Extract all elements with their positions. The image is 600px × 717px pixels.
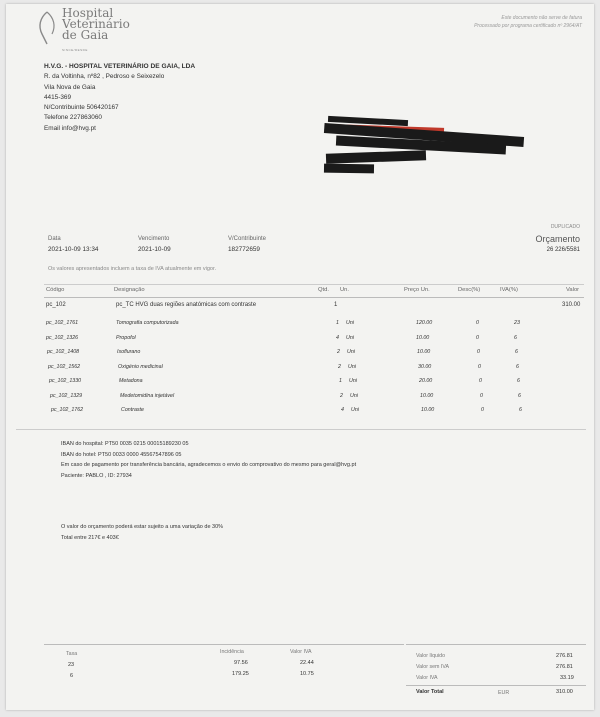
- redacted-client-block: [316, 108, 546, 180]
- total-label: Valor Total: [416, 689, 444, 695]
- cell-designacao: Oxigénio medicinal: [118, 363, 163, 370]
- certification-note: [382, 14, 582, 30]
- cell-desc: 0: [478, 363, 481, 370]
- redaction-bar: [324, 164, 374, 174]
- net-value: 276.81: [556, 653, 573, 659]
- date-value: 2021-10-09 13:34: [48, 246, 99, 253]
- table-row: [46, 364, 576, 376]
- logo-subtitle: SINCE/DESDE: [62, 48, 88, 52]
- total-range: Total entre 217€ e 403€: [61, 534, 119, 541]
- cell-un: Uni: [348, 363, 356, 370]
- cell-codigo: pc_102_1762: [51, 407, 84, 413]
- cell-preco: 10.00: [420, 392, 434, 399]
- document-title: Orçamento: [535, 234, 580, 244]
- cell-qtd: 1: [336, 320, 339, 326]
- col-un: Un.: [340, 287, 350, 293]
- company-city: Vila Nova de Gaia: [44, 83, 96, 91]
- cell-designacao: Metadona: [119, 378, 143, 384]
- cell-iva: 6: [517, 378, 520, 384]
- cell-preco: 10.00: [421, 407, 435, 413]
- cell-iva: 6: [519, 407, 522, 413]
- cell-iva: 6: [516, 363, 519, 370]
- cell-un: Uni: [351, 407, 359, 413]
- redaction-bar: [326, 150, 426, 163]
- cell-designacao: pc_TC HVG duas regiões anatómicas com contraste: [116, 302, 257, 308]
- cell-codigo: pc_102_1761: [46, 320, 79, 326]
- table-row: [47, 378, 577, 390]
- payment-info: [61, 439, 356, 481]
- col-valor: Valor: [566, 287, 580, 293]
- iban-hospital: IBAN do hospital: PT50 0035 0215 00015189230 05: [61, 441, 189, 447]
- totals-summary: [406, 644, 586, 701]
- cell-designacao: Contraste: [121, 407, 144, 413]
- total-value: 310.00: [556, 689, 573, 695]
- cell-desc: 0: [477, 349, 480, 355]
- totals-divider: [406, 685, 586, 686]
- iva-note: Os valores apresentados incluem a taxa de IVA atualmente em vigor.: [48, 266, 217, 272]
- note-line-2: Processado por programa certificado nº 2964/AT: [474, 23, 582, 29]
- cell-qtd: 1: [339, 378, 342, 384]
- document-number: 26 226/5581: [546, 247, 580, 253]
- tax-rate: 23: [68, 662, 75, 668]
- table-row: [45, 349, 575, 361]
- variation-note: O valor do orçamento poderá estar sujeito a uma variação de 30%: [61, 524, 224, 530]
- tax-value-header: Valor IVA: [290, 649, 312, 655]
- patient-info: Paciente: PABLO , ID: 27934: [61, 472, 132, 479]
- cell-un: Uni: [350, 392, 358, 399]
- hospital-logo: [36, 8, 146, 56]
- cell-designacao: Propofol: [116, 334, 136, 341]
- vat-value: 33.19: [560, 675, 574, 681]
- cell-codigo: pc_102_1408: [47, 349, 80, 355]
- cell-desc: 0: [476, 334, 479, 341]
- tax-summary: [44, 644, 404, 695]
- tax-base: 179.25: [232, 671, 249, 677]
- cell-preco: 10.00: [416, 334, 430, 341]
- company-address: R. da Voltinha, nº82 , Pedroso e Seixezelo: [44, 73, 165, 81]
- tax-value: 22.44: [300, 660, 314, 666]
- vat-value-label: Valor IVA: [416, 675, 438, 681]
- note-line-1: Este documento não serve de fatura: [501, 15, 582, 21]
- cell-iva: 6: [514, 334, 517, 341]
- tax-value: 10.75: [300, 671, 314, 677]
- col-preco: Preço Un.: [404, 287, 430, 293]
- cell-un: Uni: [346, 320, 354, 326]
- table-body: [44, 320, 584, 424]
- cell-valor: 310.00: [562, 302, 581, 308]
- cell-designacao: Isoflurano: [117, 349, 141, 355]
- table-row-main: [44, 302, 584, 314]
- cell-codigo: pc_102_1562: [48, 363, 81, 370]
- cell-qtd: 2: [340, 392, 343, 399]
- col-desc: Desc(%): [458, 287, 481, 293]
- table-row: [48, 393, 578, 405]
- cell-preco: 20.00: [419, 378, 433, 384]
- company-info: [44, 62, 195, 134]
- contributor-label: V/Contribuinte: [228, 236, 267, 242]
- logo-line-1: Hospital: [62, 6, 114, 20]
- logo-line-3: de Gaia: [62, 28, 109, 42]
- cell-designacao: Medetomidina injetável: [120, 392, 175, 399]
- iban-hotel: IBAN do hotel: PT50 0033 0000 45567547896 05: [61, 451, 182, 458]
- value-no-vat-label: Valor sem IVA: [416, 664, 450, 670]
- section-divider: [16, 429, 586, 430]
- due-date-value: 2021-10-09: [138, 246, 171, 253]
- logo-text: [62, 8, 130, 41]
- cell-preco: 30.00: [418, 363, 432, 370]
- tax-rate-header: Taxa: [66, 651, 78, 657]
- cell-codigo: pc_102_1329: [50, 392, 83, 399]
- value-no-vat: 276.81: [556, 664, 573, 670]
- table-row: [49, 407, 579, 419]
- company-phone: Telefone 227863060: [44, 114, 102, 122]
- cell-desc: 0: [481, 407, 484, 413]
- cell-un: Uni: [347, 349, 355, 355]
- company-email: Email info@hvg.pt: [44, 124, 96, 132]
- cell-codigo: pc_102: [46, 302, 66, 308]
- logo-line-2: Veterinário: [62, 17, 130, 31]
- tax-rate: 6: [70, 673, 74, 679]
- cell-desc: 0: [479, 378, 482, 384]
- cell-codigo: pc_102_1330: [49, 378, 82, 384]
- cell-qtd: 1: [334, 302, 338, 308]
- cell-preco: 10.00: [417, 349, 431, 355]
- table-row: [44, 320, 574, 332]
- col-qtd: Qtd.: [318, 287, 329, 293]
- col-designacao: Designação: [114, 287, 145, 293]
- currency: EUR: [498, 690, 510, 696]
- duplicate-label: DUPLICADO: [550, 224, 580, 230]
- paw-icon: [36, 10, 58, 46]
- company-nif: N/Contribuinte 506420167: [44, 104, 119, 112]
- cell-qtd: 2: [337, 349, 340, 355]
- cell-desc: 0: [480, 392, 483, 399]
- company-postcode: 4415-369: [44, 93, 72, 101]
- tax-base-header: Incidência: [220, 649, 244, 655]
- table-header: [44, 284, 584, 298]
- col-iva: IVA(%): [500, 287, 518, 293]
- tax-base: 97.56: [234, 660, 248, 666]
- cell-preco: 120.00: [416, 320, 433, 326]
- table-row: [44, 335, 574, 347]
- cell-qtd: 4: [336, 334, 339, 341]
- net-value-label: Valor líquido: [416, 653, 446, 659]
- col-codigo: Código: [46, 287, 65, 293]
- variation-info: [61, 522, 223, 543]
- cell-iva: 6: [515, 349, 518, 355]
- cell-qtd: 4: [341, 407, 344, 413]
- cell-qtd: 2: [338, 363, 341, 370]
- due-date-label: Vencimento: [138, 236, 170, 242]
- cell-codigo: pc_102_1326: [46, 334, 79, 341]
- contributor-value: 182772659: [228, 246, 260, 253]
- transfer-note: Em caso de pagamento por transferência bancária, agradecemos o envio do comprovativo do mesmo para geral@hvg.pt: [61, 462, 357, 468]
- cell-desc: 0: [476, 320, 479, 326]
- cell-designacao: Tomografia computorizada: [116, 320, 179, 326]
- date-label: Data: [48, 236, 61, 242]
- cell-un: Uni: [346, 334, 354, 341]
- company-name: H.V.G. - HOSPITAL VETERINÁRIO DE GAIA, LDA: [44, 63, 196, 70]
- cell-un: Uni: [349, 378, 357, 384]
- cell-iva: 6: [518, 392, 521, 399]
- cell-iva: 23: [514, 320, 520, 326]
- document-page: [6, 4, 594, 710]
